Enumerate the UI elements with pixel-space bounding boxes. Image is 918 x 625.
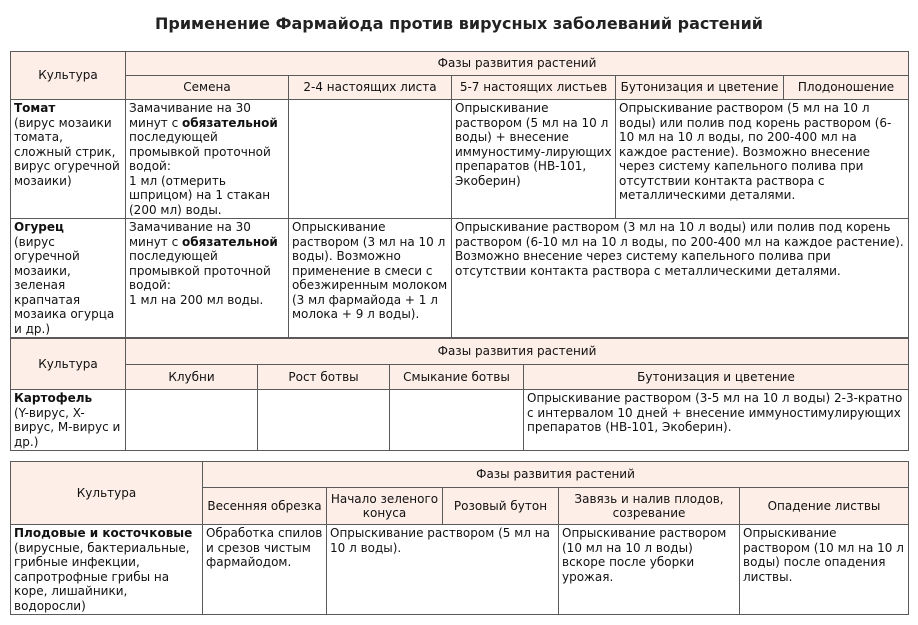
- table-row: [11, 525, 909, 615]
- phase-header-budding-flowering: Бутонизация и цветение: [616, 76, 784, 100]
- phase-header-5-7-leaves: 5-7 настоящих листьев: [452, 76, 616, 100]
- phase-header-ripening: Завязь и налив плодов, созревание: [559, 488, 740, 525]
- phase-header-seeds: Семена: [126, 76, 289, 100]
- closing-cell: [390, 390, 524, 451]
- page-title: Применение Фармайода против вирусных заболеваний растений: [155, 14, 763, 33]
- culture-header: Культура: [11, 52, 126, 100]
- phase-header-leaf-fall: Опадение листвы: [740, 488, 909, 525]
- culture-cell: [11, 219, 126, 338]
- table-potato: [10, 338, 909, 451]
- phases-header: Фазы развития растений: [203, 462, 909, 488]
- culture-description: (вирусные, бактериальные, грибные инфекции, сапротрофные грибы на коре, лишайники, водоросли): [14, 540, 190, 613]
- culture-cell: [11, 525, 203, 615]
- phase-header-growth: Рост ботвы: [258, 365, 390, 390]
- culture-name: Картофель: [14, 391, 93, 405]
- phase-header-closing: Смыкание ботвы: [390, 365, 524, 390]
- culture-name: Плодовые и косточковые: [14, 526, 193, 540]
- table-row: [11, 219, 909, 338]
- leaf-fall-cell: Опрыскивание раствором (10 мл на 10 л воды) после опадения листвы.: [740, 525, 909, 615]
- leaves-2-4-cell: Опрыскивание раствором (3 мл на 10 л воды). Возможно применение в смеси с обезжиренным молоком (3 мл фармайода + 1 л молока + 9 л воды).: [289, 219, 452, 338]
- phases-header: Фазы развития растений: [126, 52, 909, 76]
- phase-header-fruiting: Плодоношение: [784, 76, 909, 100]
- culture-description: (Y-вирус, X-вирус, M-вирус и др.): [14, 405, 121, 449]
- phase-header-2-4-leaves: 2-4 настоящих листа: [289, 76, 452, 100]
- phases-header: Фазы развития растений: [126, 339, 909, 365]
- phase-header-spring-pruning: Весенняя обрезка: [203, 488, 327, 525]
- tubers-cell: [126, 390, 258, 451]
- seeds-cell: Замачивание на 30 минут с обязательной последующей промывкой проточной водой: 1 мл (отмерить шприцом) на 1 стакан (200 мл) воды.: [126, 100, 289, 219]
- leaves-to-fruiting-cell: Опрыскивание раствором (3 мл на 10 л воды) или полив под корень раствором (6-10 мл на 10 л воды, по 200-400 мл на каждое растение). Возможно внесение через систему капельного полива при отсутствии контакта раствора с металлическими деталями.: [452, 219, 909, 338]
- culture-description: (вирус огуречной мозаики, зеленая крапчатая мозаика огурца и др.): [14, 234, 115, 336]
- phase-header-pink-bud: Розовый бутон: [443, 488, 559, 525]
- table-tomato-cucumber: [10, 51, 909, 338]
- flowering-cell: Опрыскивание раствором (3-5 мл на 10 л воды) 2-3-кратно с интервалом 10 дней + внесение иммуностимулирующих препаратов (НВ-101, Экоберин).: [524, 390, 909, 451]
- table-row: [11, 390, 909, 451]
- growth-cell: [258, 390, 390, 451]
- flowering-fruiting-cell: Опрыскивание раствором (5 мл на 10 л воды) или полив под корень раствором (6-10 мл на 10 л воды, по 200-400 мл на каждое растение). Возможно внесение через систему капельного полива при отсутствии контакта раствора с металлическими деталями.: [616, 100, 909, 219]
- culture-description: (вирус мозаики томата, сложный стрик, вирус огуречной мозаики): [14, 115, 120, 188]
- leaves-5-7-cell: Опрыскивание раствором (5 мл на 10 л воды) + внесение иммуностиму-лирующих препаратов (НВ-101, Экоберин): [452, 100, 616, 219]
- culture-name: Томат: [14, 101, 56, 115]
- seeds-cell: Замачивание на 30 минут с обязательной последующей промывкой проточной водой: 1 мл на 200 мл воды.: [126, 219, 289, 338]
- table-fruit-trees: [10, 461, 909, 615]
- phase-header-green-cone: Начало зеленого конуса: [327, 488, 443, 525]
- culture-cell: [11, 390, 126, 451]
- culture-cell: [11, 100, 126, 219]
- ripening-cell: Опрыскивание раствором (10 мл на 10 л воды) вскоре после уборки урожая.: [559, 525, 740, 615]
- table-row: [11, 100, 909, 219]
- leaves-2-4-cell: [289, 100, 452, 219]
- culture-header: Культура: [11, 339, 126, 390]
- culture-name: Огурец: [14, 220, 64, 234]
- pruning-cell: Обработка спилов и срезов чистым фармайодом.: [203, 525, 327, 615]
- phase-header-tubers: Клубни: [126, 365, 258, 390]
- cone-bud-cell: Опрыскивание раствором (5 мл на 10 л воды).: [327, 525, 559, 615]
- culture-header: Культура: [11, 462, 203, 525]
- phase-header-budding-flowering: Бутонизация и цветение: [524, 365, 909, 390]
